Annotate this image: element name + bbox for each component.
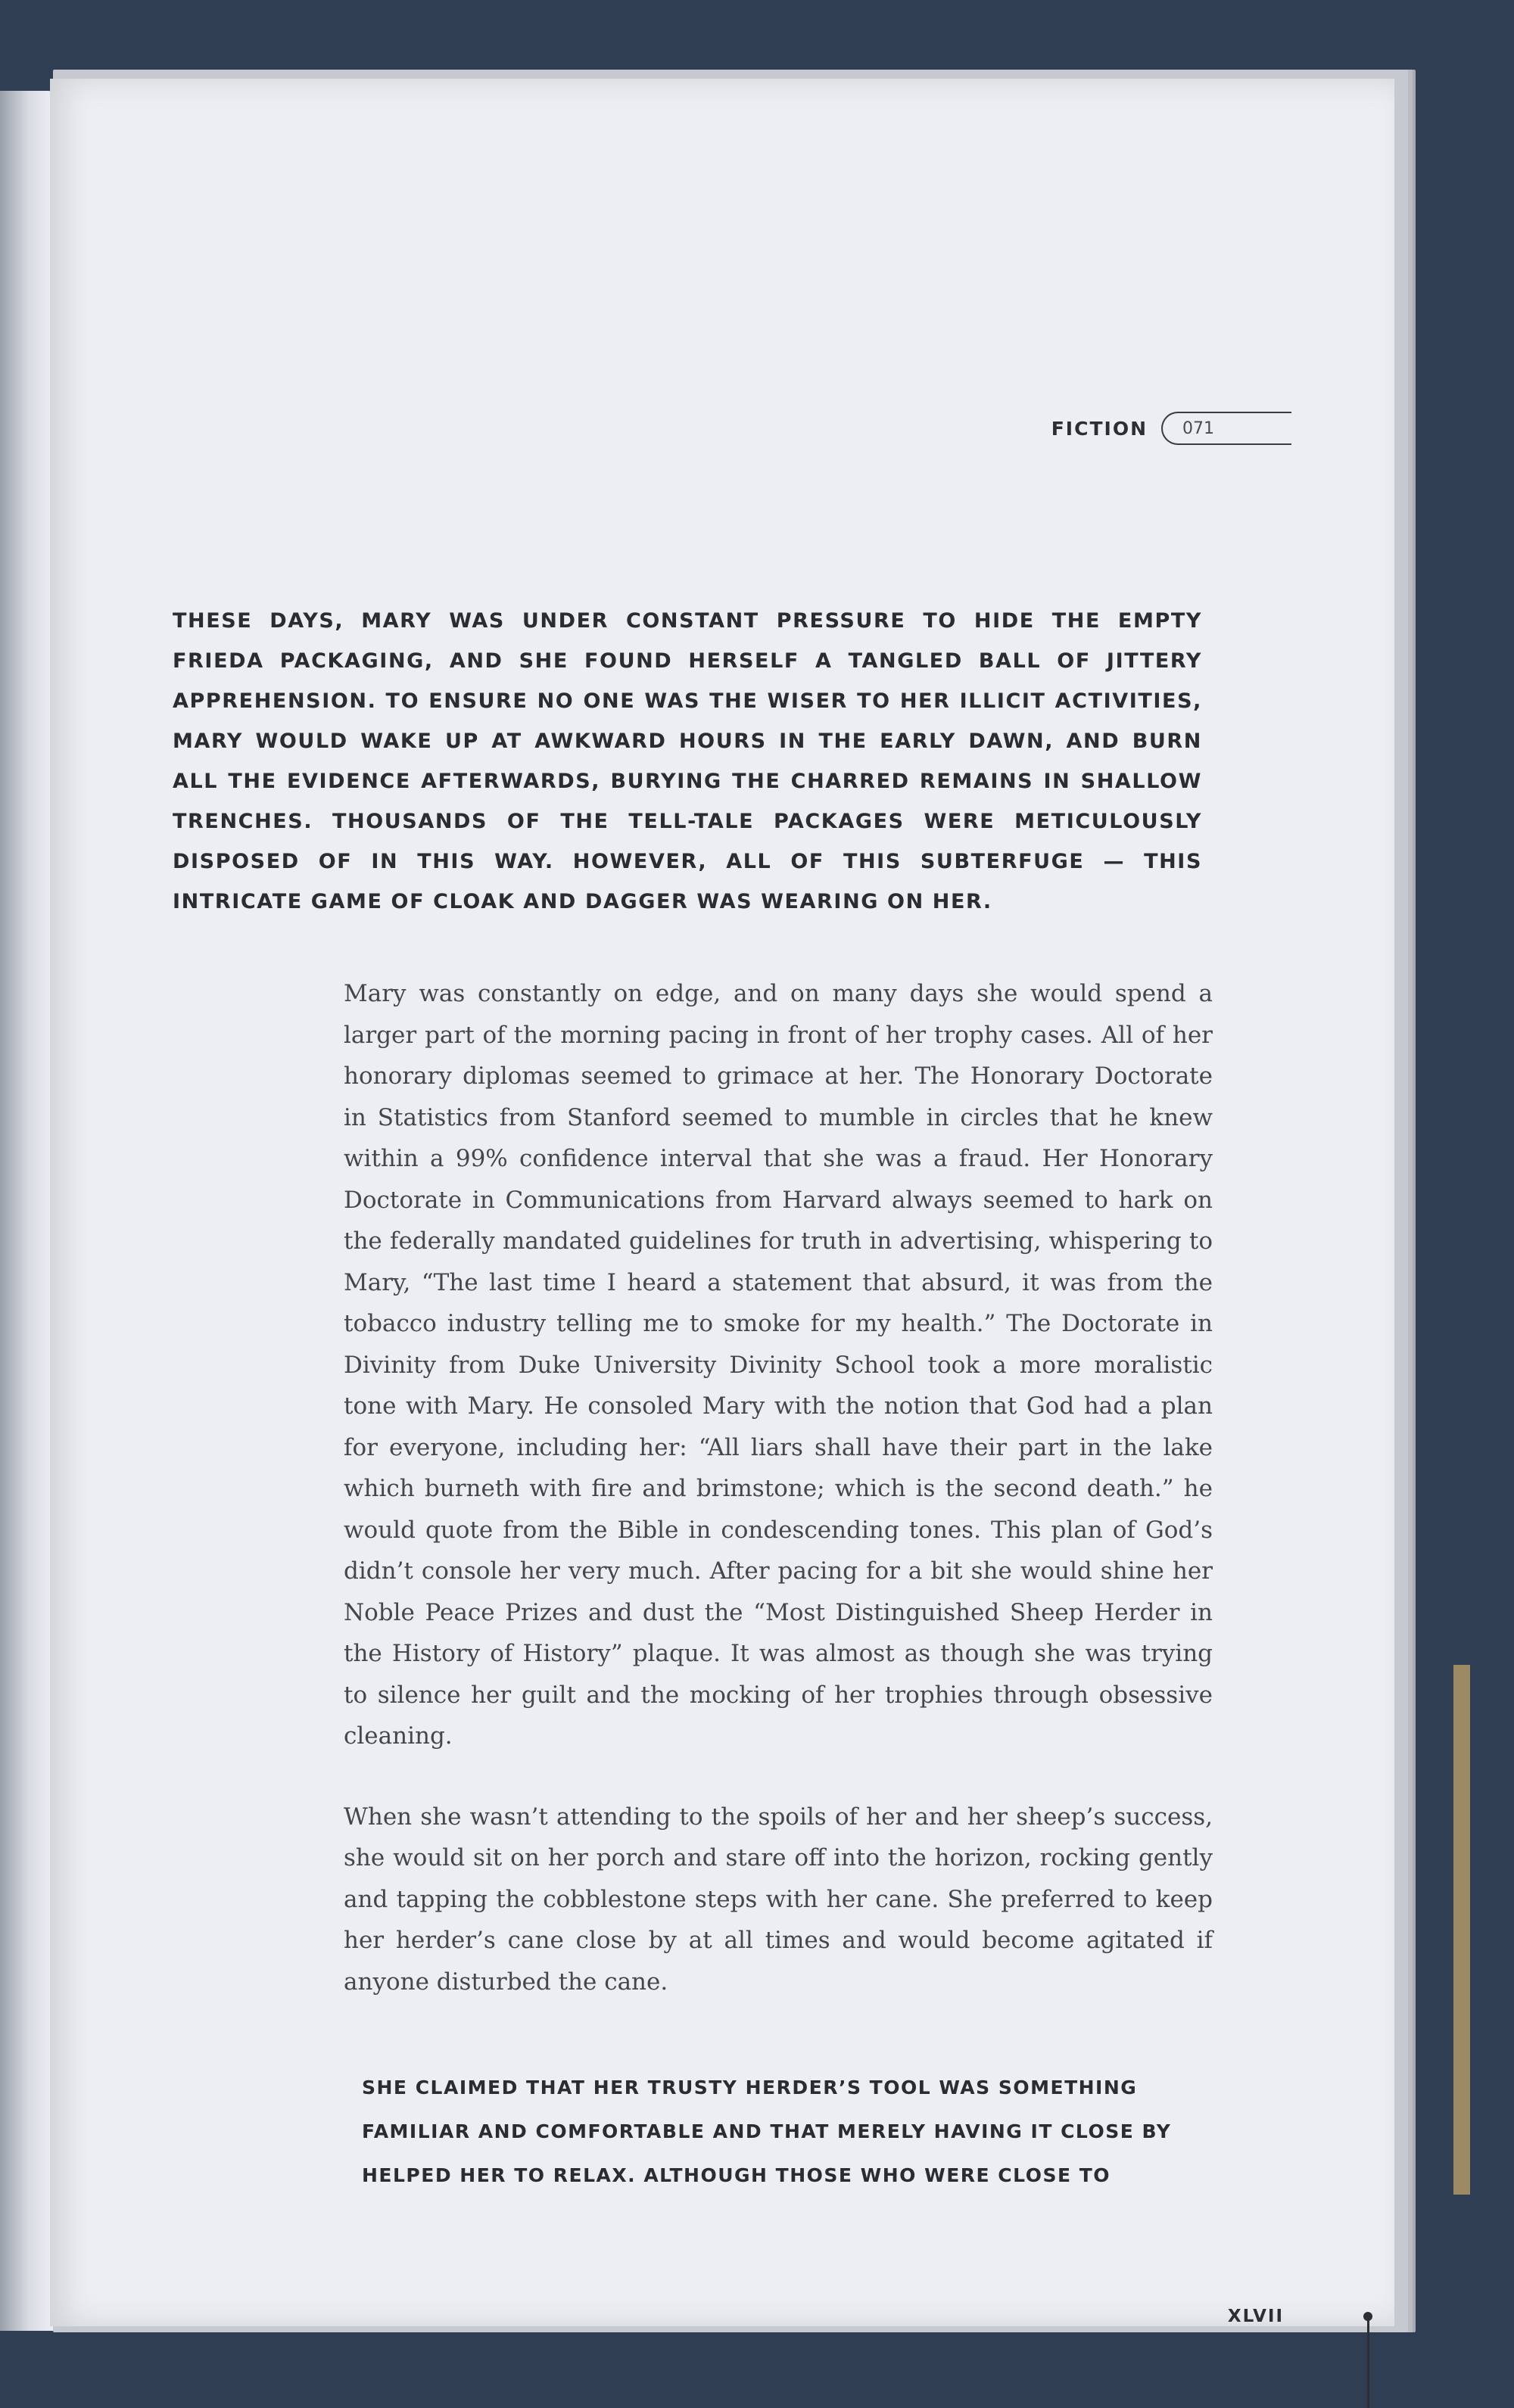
pull-text: SHE CLAIMED THAT HER TRUSTY HERDER’S TOOL WAS SOMETHING FAMILIAR AND COMFORTABLE AND THAT MERELY HAVING IT CLOSE BY HELPED HER TO RELAX. ALTHOUGH THOSE WHO WERE CLOSE TO [362, 2077, 1172, 2186]
body-text [344, 973, 1213, 2042]
body-paragraph-1: Mary was constantly on edge, and on many days she would spend a larger part of the morning pacing in front of her trophy cases. All of her honorary diplomas seemed to grimace at her. The Honorary Doctorate in Statistics from Stanford seemed to mumble in circles that he knew within a 99% confidence interval that she was a fraud. Her Honorary Doctorate in Communications from Harvard always seemed to hark on the federally mandated guidelines for truth in advertising, whispering to Mary, “The last time I heard a statement that absurd, it was from the tobacco industry telling me to smoke for my health.” The Doctorate in Divinity from Duke University Divinity School took a more moralistic tone with Mary. He consoled Mary with the notion that God had a plan for everyone, including her: “All liars shall have their part in the lake which burneth with fire and brimstone; which is the second death.” he would quote from the Bible in condescending tones. This plan of God’s didn’t console her very much. After pacing for a bit she would shine her Noble Peace Prizes and dust the “Most Distinguished Sheep Herder in the History of History” plaque. It was almost as though she was trying to silence her guilt and the mocking of her trophies through obsessive cleaning. [344, 980, 1213, 1750]
pull-paragraph [362, 2066, 1217, 2198]
previous-page-edge [0, 91, 53, 2331]
page-number: 071 [1182, 418, 1214, 438]
page-number-tab [1161, 412, 1246, 445]
folio: XLVII [1227, 2307, 1284, 2326]
running-header [1051, 412, 1246, 445]
section-label: FICTION [1051, 417, 1148, 440]
page-stack-binding [1453, 1665, 1470, 2195]
body-paragraph-2: When she wasn’t attending to the spoils of her and her sheep’s success, she would sit on her porch and stare off into the horizon, rocking gently and tapping the cobblestone steps with her cane. She preferred to keep her herder’s cane close by at all times and would become agitated if anyone disturbed the cane. [344, 1803, 1213, 1996]
book-page [50, 79, 1394, 2326]
folio-rule [1367, 2319, 1369, 2408]
lead-paragraph [173, 601, 1202, 922]
lead-text: THESE DAYS, MARY WAS UNDER CONSTANT PRESSURE TO HIDE THE EMPTY FRIEDA PACKAGING, AND SHE FOUND HERSELF A TANGLED BALL OF JITTERY APPREHENSION. TO ENSURE NO ONE WAS THE WISER TO HER ILLICIT ACTIVITIES, MARY WOULD WAKE UP AT AWKWARD HOURS IN THE EARLY DAWN, AND BURN ALL THE EVIDENCE AFTERWARDS, BURYING THE CHARRED REMAINS IN SHALLOW TRENCHES. THOUSANDS OF THE TELL-TALE PACKAGES WERE METICULOUSLY DISPOSED OF IN THIS WAY. HOWEVER, ALL OF THIS SUBTERFUGE — THIS INTRICATE GAME OF CLOAK AND DAGGER WAS WEARING ON HER. [173, 609, 1202, 913]
